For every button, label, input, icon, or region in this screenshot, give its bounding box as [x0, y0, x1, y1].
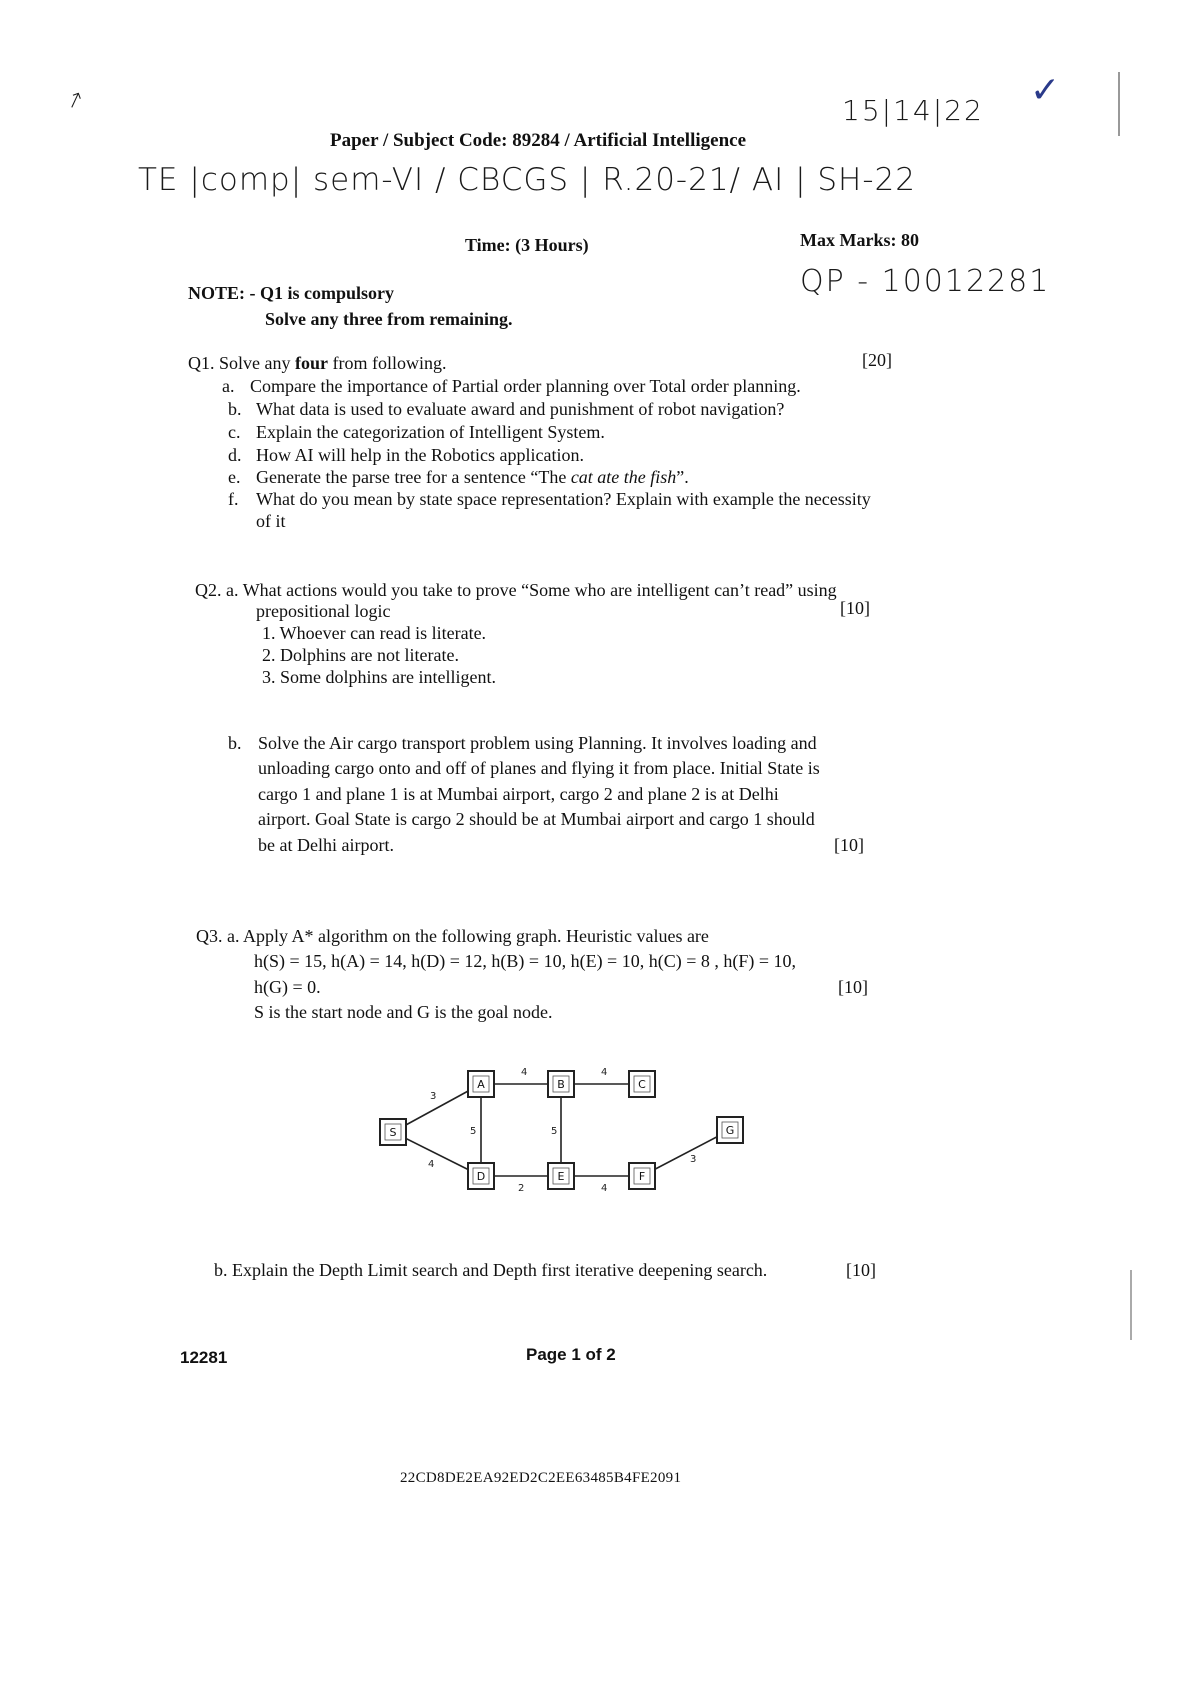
graph-node-G	[717, 1117, 743, 1143]
graph-node-A	[468, 1071, 494, 1097]
q2-b-line-2: unloading cargo onto and off of planes and flying it from place. Initial State is	[258, 758, 820, 778]
q1-item-b	[228, 399, 784, 420]
q3-number: Q3.	[196, 926, 223, 946]
q1-intro-pre: Solve any	[219, 353, 295, 373]
q1-item-a-text: Compare the importance of Partial order planning over Total order planning.	[250, 376, 801, 396]
graph-node-label-G: G	[725, 1124, 735, 1137]
corner-mark: ↗	[62, 85, 89, 116]
q1-item-b-text: What data is used to evaluate award and punishment of robot navigation?	[256, 399, 785, 419]
handwritten-date: 15|14|22	[842, 94, 984, 127]
q3-a-line-1	[196, 926, 709, 947]
graph-node-label-S: S	[389, 1126, 397, 1139]
q1-item-e-italic: cat ate the fish	[570, 467, 677, 487]
q1-item-f-text: What do you mean by state space representation? Explain with example the necessity	[256, 489, 871, 509]
footer-hash: 22CD8DE2EA92ED2C2EE63485B4FE2091	[400, 1470, 682, 1486]
q2-a-letter: a.	[226, 580, 239, 600]
graph-node-label-F: F	[638, 1170, 646, 1183]
q3-a-marks: [10]	[838, 977, 868, 997]
q2-b-line-4: airport. Goal State is cargo 2 should be at Mumbai airport and cargo 1 should	[258, 809, 815, 829]
q1-item-c-text: Explain the categorization of Intelligent System.	[256, 422, 605, 442]
graph-edge-weight-F-G: 3	[690, 1154, 697, 1165]
q3-start-goal: S is the start node and G is the goal node.	[254, 1002, 553, 1022]
graph-node-label-B: B	[557, 1078, 565, 1091]
graph-node-D	[468, 1163, 494, 1189]
q3-b-marks: [10]	[846, 1260, 876, 1280]
q1-item-f	[228, 489, 871, 510]
q3-heuristic-g: h(G) = 0.	[254, 977, 321, 997]
graph-node-label-D: D	[476, 1170, 486, 1183]
q1-marks: [20]	[862, 350, 892, 370]
graph-edge-weight-A-B: 4	[521, 1067, 528, 1078]
graph-edge-weight-D-E: 2	[518, 1183, 525, 1194]
q2-premise-1: 1. Whoever can read is literate.	[262, 623, 487, 643]
footer-page: Page 1 of 2	[526, 1345, 616, 1364]
q2-a-text-cont: prepositional logic	[256, 601, 391, 621]
q3-b-text: b. Explain the Depth Limit search and Depth first iterative deepening search.	[214, 1260, 768, 1280]
q3-heuristics: h(S) = 15, h(A) = 14, h(D) = 12, h(B) = 10, h(E) = 10, h(C) = 8 , h(F) = 10,	[254, 951, 797, 971]
q3-a-text: Apply A* algorithm on the following graph. Heuristic values are	[243, 926, 709, 946]
q2-premise-2: 2. Dolphins are not literate.	[262, 645, 459, 665]
graph-node-C	[629, 1071, 655, 1097]
graph-node-B	[548, 1071, 574, 1097]
q1-item-e	[228, 467, 689, 488]
max-marks: Max Marks: 80	[800, 230, 919, 250]
q1-item-a	[222, 376, 801, 397]
handwritten-course-line: TE |comp| sem-VI / CBCGS | R.20-21/ AI | SH-22	[138, 162, 916, 198]
q2-a-marks: [10]	[840, 598, 870, 618]
q1-item-e-text-pre: Generate the parse tree for a sentence “The	[256, 467, 571, 487]
graph-edge-weight-A-D: 5	[470, 1126, 477, 1137]
graph-node-label-C: C	[638, 1078, 646, 1091]
note-line-1: NOTE: - Q1 is compulsory	[188, 283, 395, 303]
q1-number: Q1.	[188, 353, 215, 373]
q2-b-marks: [10]	[834, 835, 864, 855]
footer-code: 12281	[180, 1348, 228, 1367]
q1-item-c	[228, 422, 605, 443]
q1-item-c-letter: c.	[228, 422, 241, 442]
graph-node-S	[380, 1119, 406, 1145]
q1-item-f-letter: f.	[228, 489, 239, 509]
graph-edge-weight-B-C: 4	[601, 1067, 608, 1078]
astar-graph	[360, 1055, 760, 1205]
q2-b-letter: b.	[228, 733, 242, 753]
q1-item-e-text-post: ”.	[676, 467, 689, 487]
q1-item-f-cont: of it	[256, 511, 286, 531]
scan-edge-line-2	[1130, 1270, 1132, 1340]
q1-item-d-text: How AI will help in the Robotics application.	[256, 445, 584, 465]
exam-time: Time: (3 Hours)	[465, 235, 589, 255]
graph-edge-weight-E-F: 4	[601, 1183, 608, 1194]
q1-intro-post: from following.	[328, 353, 447, 373]
q2-b-line-5: be at Delhi airport.	[258, 835, 394, 855]
q1-item-d	[228, 445, 584, 466]
q1-item-a-letter: a.	[222, 376, 235, 396]
scan-edge-line	[1118, 72, 1120, 136]
q2-b-line-1: Solve the Air cargo transport problem using Planning. It involves loading and	[258, 733, 817, 753]
q2-number: Q2.	[195, 580, 222, 600]
q2-premise-3: 3. Some dolphins are intelligent.	[262, 667, 496, 687]
q1-item-d-letter: d.	[228, 445, 242, 465]
check-mark-icon: ✓	[1030, 70, 1061, 111]
q3-a-letter: a.	[227, 926, 240, 946]
q1-intro-bold: four	[295, 353, 328, 373]
graph-node-label-E: E	[557, 1170, 565, 1183]
q1-intro	[188, 353, 447, 374]
graph-edge-weight-S-A: 3	[430, 1091, 437, 1102]
handwritten-qp-code: QP - 10012281	[800, 264, 1051, 299]
graph-node-E	[548, 1163, 574, 1189]
q1-item-b-letter: b.	[228, 399, 242, 419]
subject-title: Paper / Subject Code: 89284 / Artificial Intelligence	[330, 130, 747, 151]
graph-node-label-A: A	[477, 1078, 485, 1091]
graph-edge-weight-S-D: 4	[428, 1159, 435, 1170]
graph-edge-weight-B-E: 5	[551, 1126, 558, 1137]
q2-a-text: What actions would you take to prove “Some who are intelligent can’t read” using	[242, 580, 837, 600]
graph-node-F	[629, 1163, 655, 1189]
q2-b-line-3: cargo 1 and plane 1 is at Mumbai airport, cargo 2 and plane 2 is at Delhi	[258, 784, 779, 804]
note-line-2: Solve any three from remaining.	[265, 309, 513, 329]
q2-a	[195, 580, 837, 601]
q1-item-e-letter: e.	[228, 467, 241, 487]
